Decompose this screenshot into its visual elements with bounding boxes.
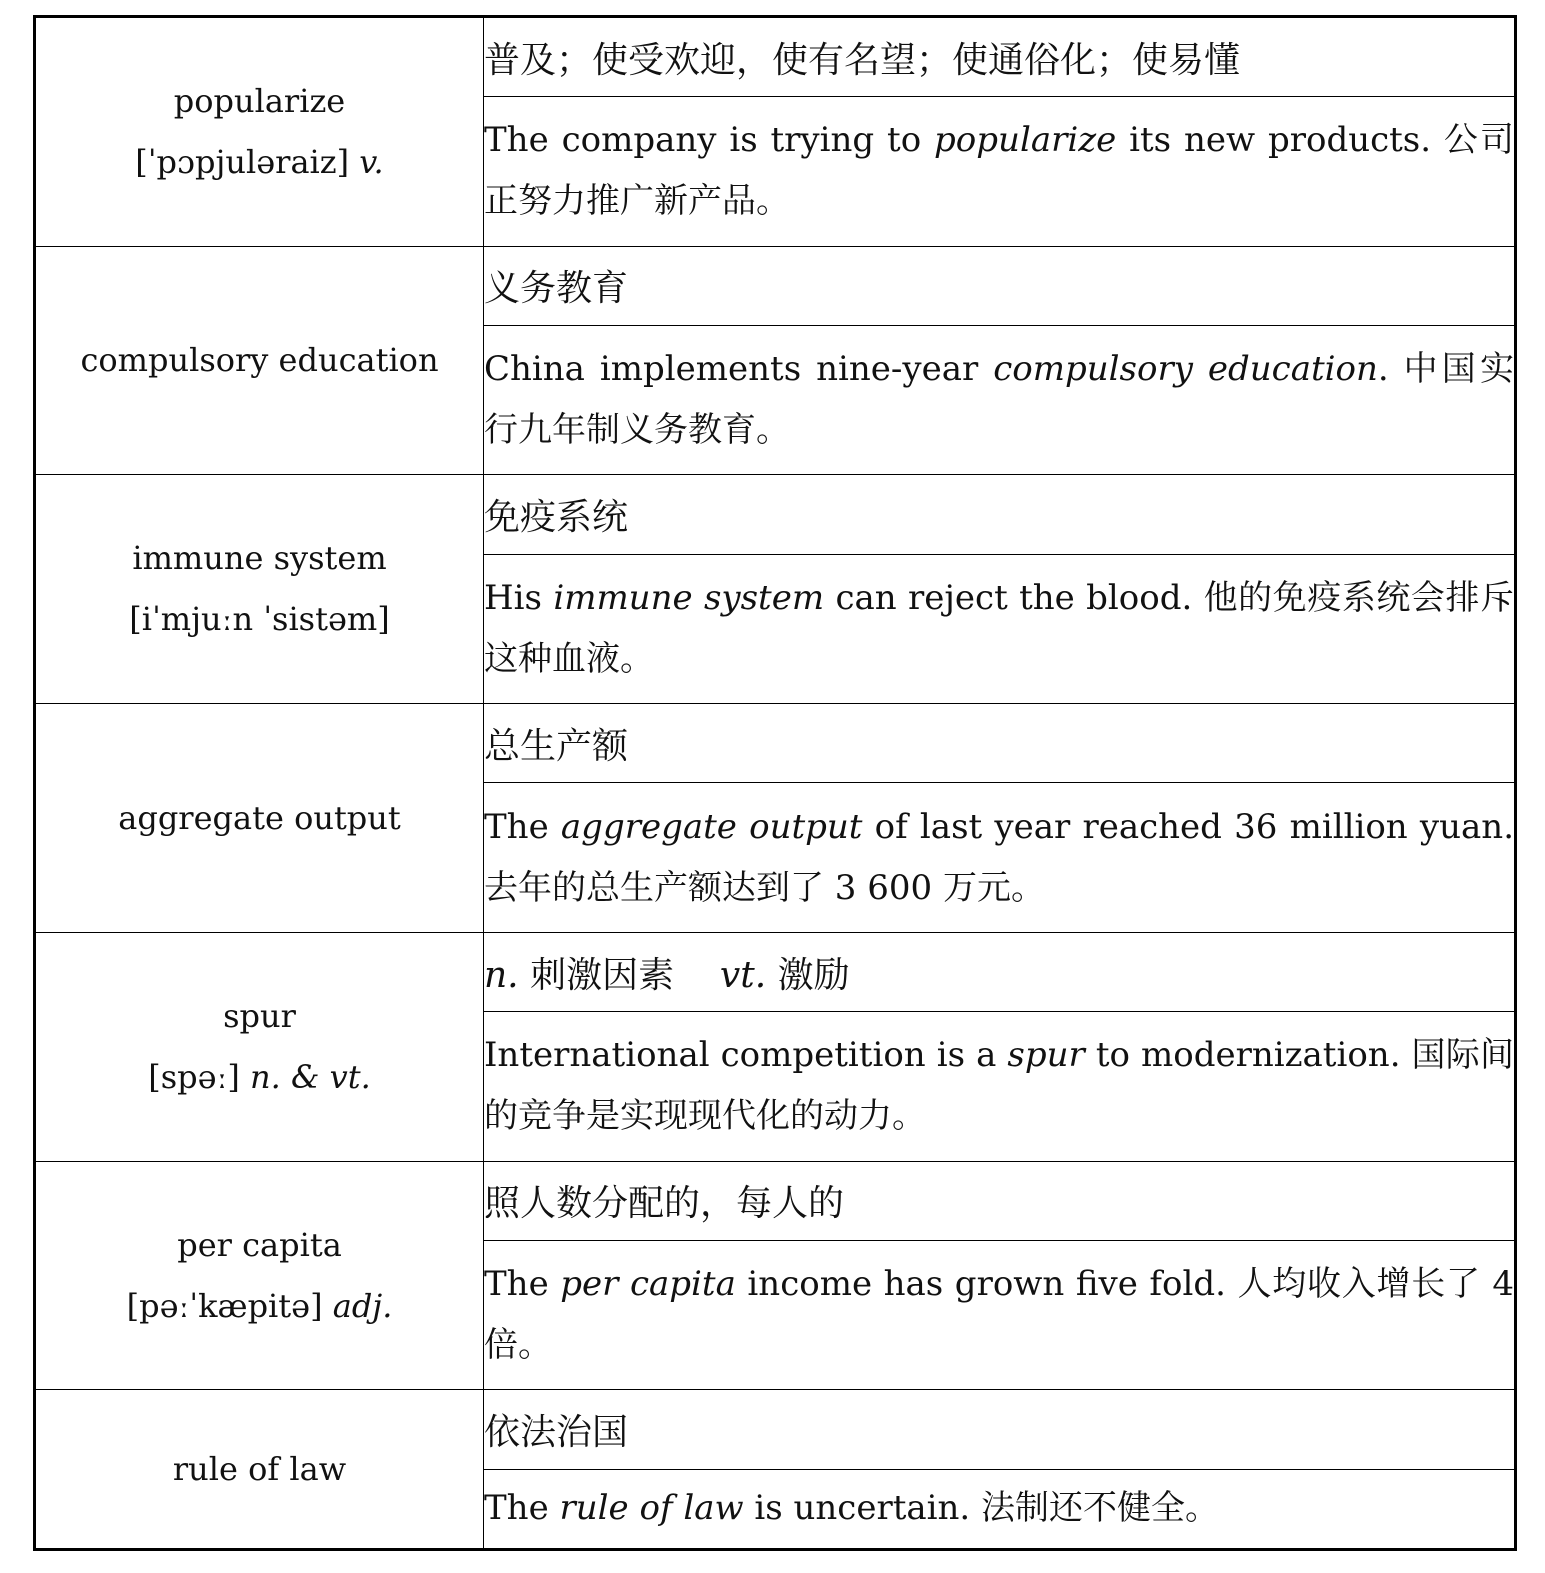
term-pos: n. & vt. [250, 1057, 371, 1096]
vocabulary-table [33, 15, 1517, 1551]
example-text: The [484, 1488, 560, 1529]
example-term: aggregate output [560, 806, 863, 847]
example-term: rule of law [559, 1488, 744, 1529]
term-phonetic: [ˈpɔpjuləraiz] [135, 142, 350, 181]
term-phonetic: [pəːˈkæpitə] [126, 1286, 323, 1325]
meaning-cell: 免疫系统 [484, 475, 1516, 554]
example-text: is uncertain. 法制还不健全。 [743, 1488, 1220, 1529]
term-cell [35, 1161, 484, 1390]
example-text: International competition is a [484, 1035, 1008, 1076]
example-cell [484, 97, 1516, 246]
example-text: of last year reached 36 million yuan. 去年的总生产额达到了 3 600 万元。 [484, 806, 1514, 908]
table-row [35, 1161, 1516, 1240]
example-text: The company is trying to [484, 120, 935, 161]
example-text: to modernization. 国际间的竞争是实现现代化的动力。 [484, 1035, 1514, 1137]
example-text: . 中国实行九年制义务教育。 [484, 349, 1514, 451]
example-cell [484, 325, 1516, 474]
example-cell [484, 783, 1516, 932]
term-phonetic-line [36, 1276, 483, 1337]
meaning-text: 刺激因素 [530, 954, 675, 996]
term-pos: adj. [332, 1286, 393, 1325]
example-cell [484, 1240, 1516, 1389]
term-phonetic-line [36, 132, 483, 193]
meaning-pos: vt. [719, 954, 767, 996]
meaning-cell: 普及；使受欢迎，使有名望；使通俗化；使易懂 [484, 17, 1516, 97]
table-row [35, 932, 1516, 1011]
term-word: popularize [173, 81, 346, 120]
example-text: His [484, 577, 554, 618]
term-word: aggregate output [118, 798, 401, 837]
example-text: can reject the blood. 他的免疫系统会排斥这种血液。 [484, 577, 1514, 679]
example-term: immune system [553, 577, 825, 618]
term-word: per capita [177, 1225, 342, 1264]
table-row [35, 704, 1516, 783]
term-cell [35, 17, 484, 247]
term-phonetic-line [36, 1047, 483, 1108]
term-word: compulsory education [80, 341, 439, 380]
meaning-cell [484, 932, 1516, 1011]
term-word: rule of law [172, 1449, 347, 1488]
example-term: popularize [934, 120, 1117, 161]
example-text: The [484, 1264, 561, 1305]
meaning-text: 激励 [777, 954, 850, 996]
term-word: immune system [132, 539, 387, 578]
example-term: per capita [560, 1264, 736, 1305]
term-phonetic: [iˈmjuːn ˈsistəm] [129, 600, 390, 639]
term-cell [35, 246, 484, 475]
example-text: its new products. 公司正努力推广新产品。 [484, 120, 1514, 222]
example-cell [484, 1469, 1516, 1549]
example-term: spur [1007, 1035, 1085, 1076]
table-row [35, 246, 1516, 325]
meaning-cell: 义务教育 [484, 246, 1516, 325]
example-cell [484, 1012, 1516, 1161]
table-row [35, 17, 1516, 97]
meaning-cell: 依法治国 [484, 1390, 1516, 1469]
term-cell [35, 932, 484, 1161]
example-term: compulsory education [993, 349, 1378, 390]
meaning-pos: n. [484, 954, 519, 996]
term-cell [35, 1390, 484, 1550]
term-cell [35, 704, 484, 933]
table-row [35, 1390, 1516, 1469]
term-word: spur [223, 996, 296, 1035]
example-cell [484, 554, 1516, 703]
term-phonetic: [spəː] [148, 1057, 240, 1096]
example-text: The [484, 806, 561, 847]
example-text: income has grown five fold. 人均收入增长了 4 倍。 [484, 1264, 1514, 1366]
example-text: China implements nine-year [484, 349, 994, 390]
table-row [35, 475, 1516, 554]
term-cell [35, 475, 484, 704]
meaning-cell: 照人数分配的，每人的 [484, 1161, 1516, 1240]
term-pos: v. [359, 142, 384, 181]
meaning-cell: 总生产额 [484, 704, 1516, 783]
